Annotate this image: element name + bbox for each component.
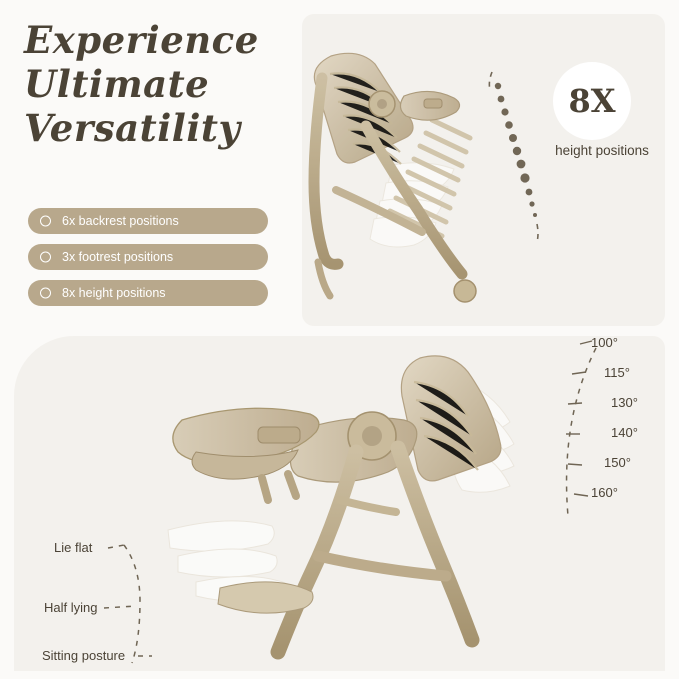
bullet-icon <box>40 216 51 227</box>
posture-label-half-lying: Half lying <box>44 600 98 615</box>
posture-label-sitting: Sitting posture <box>42 648 126 663</box>
bullet-icon <box>40 252 51 263</box>
height-positions-panel <box>302 14 665 326</box>
angle-label: 130° <box>611 395 638 410</box>
posture-label-lie-flat: Lie flat <box>54 540 93 555</box>
height-badge: 8X <box>553 62 631 140</box>
feature-label: 6x backrest positions <box>62 214 179 228</box>
height-badge-caption: height positions <box>555 143 649 158</box>
feature-label: 3x footrest positions <box>62 250 174 264</box>
angle-label: 115° <box>604 365 630 380</box>
headline-line-2: Ultimate <box>24 62 210 106</box>
angle-label: 160° <box>591 485 618 500</box>
angle-label: 140° <box>611 425 638 440</box>
angle-label: 100° <box>591 335 618 350</box>
angle-label: 150° <box>604 455 631 470</box>
feature-pill-height <box>28 280 268 306</box>
feature-pill-footrest <box>28 244 268 270</box>
bullet-icon <box>40 288 51 299</box>
headline-line-1: Experience <box>24 18 259 62</box>
feature-label: 8x height positions <box>62 286 166 300</box>
page-title <box>24 18 304 150</box>
feature-pill-backrest <box>28 208 268 234</box>
feature-list <box>28 208 268 316</box>
recline-positions-panel <box>14 336 665 671</box>
headline-line-3: Versatility <box>24 106 241 150</box>
